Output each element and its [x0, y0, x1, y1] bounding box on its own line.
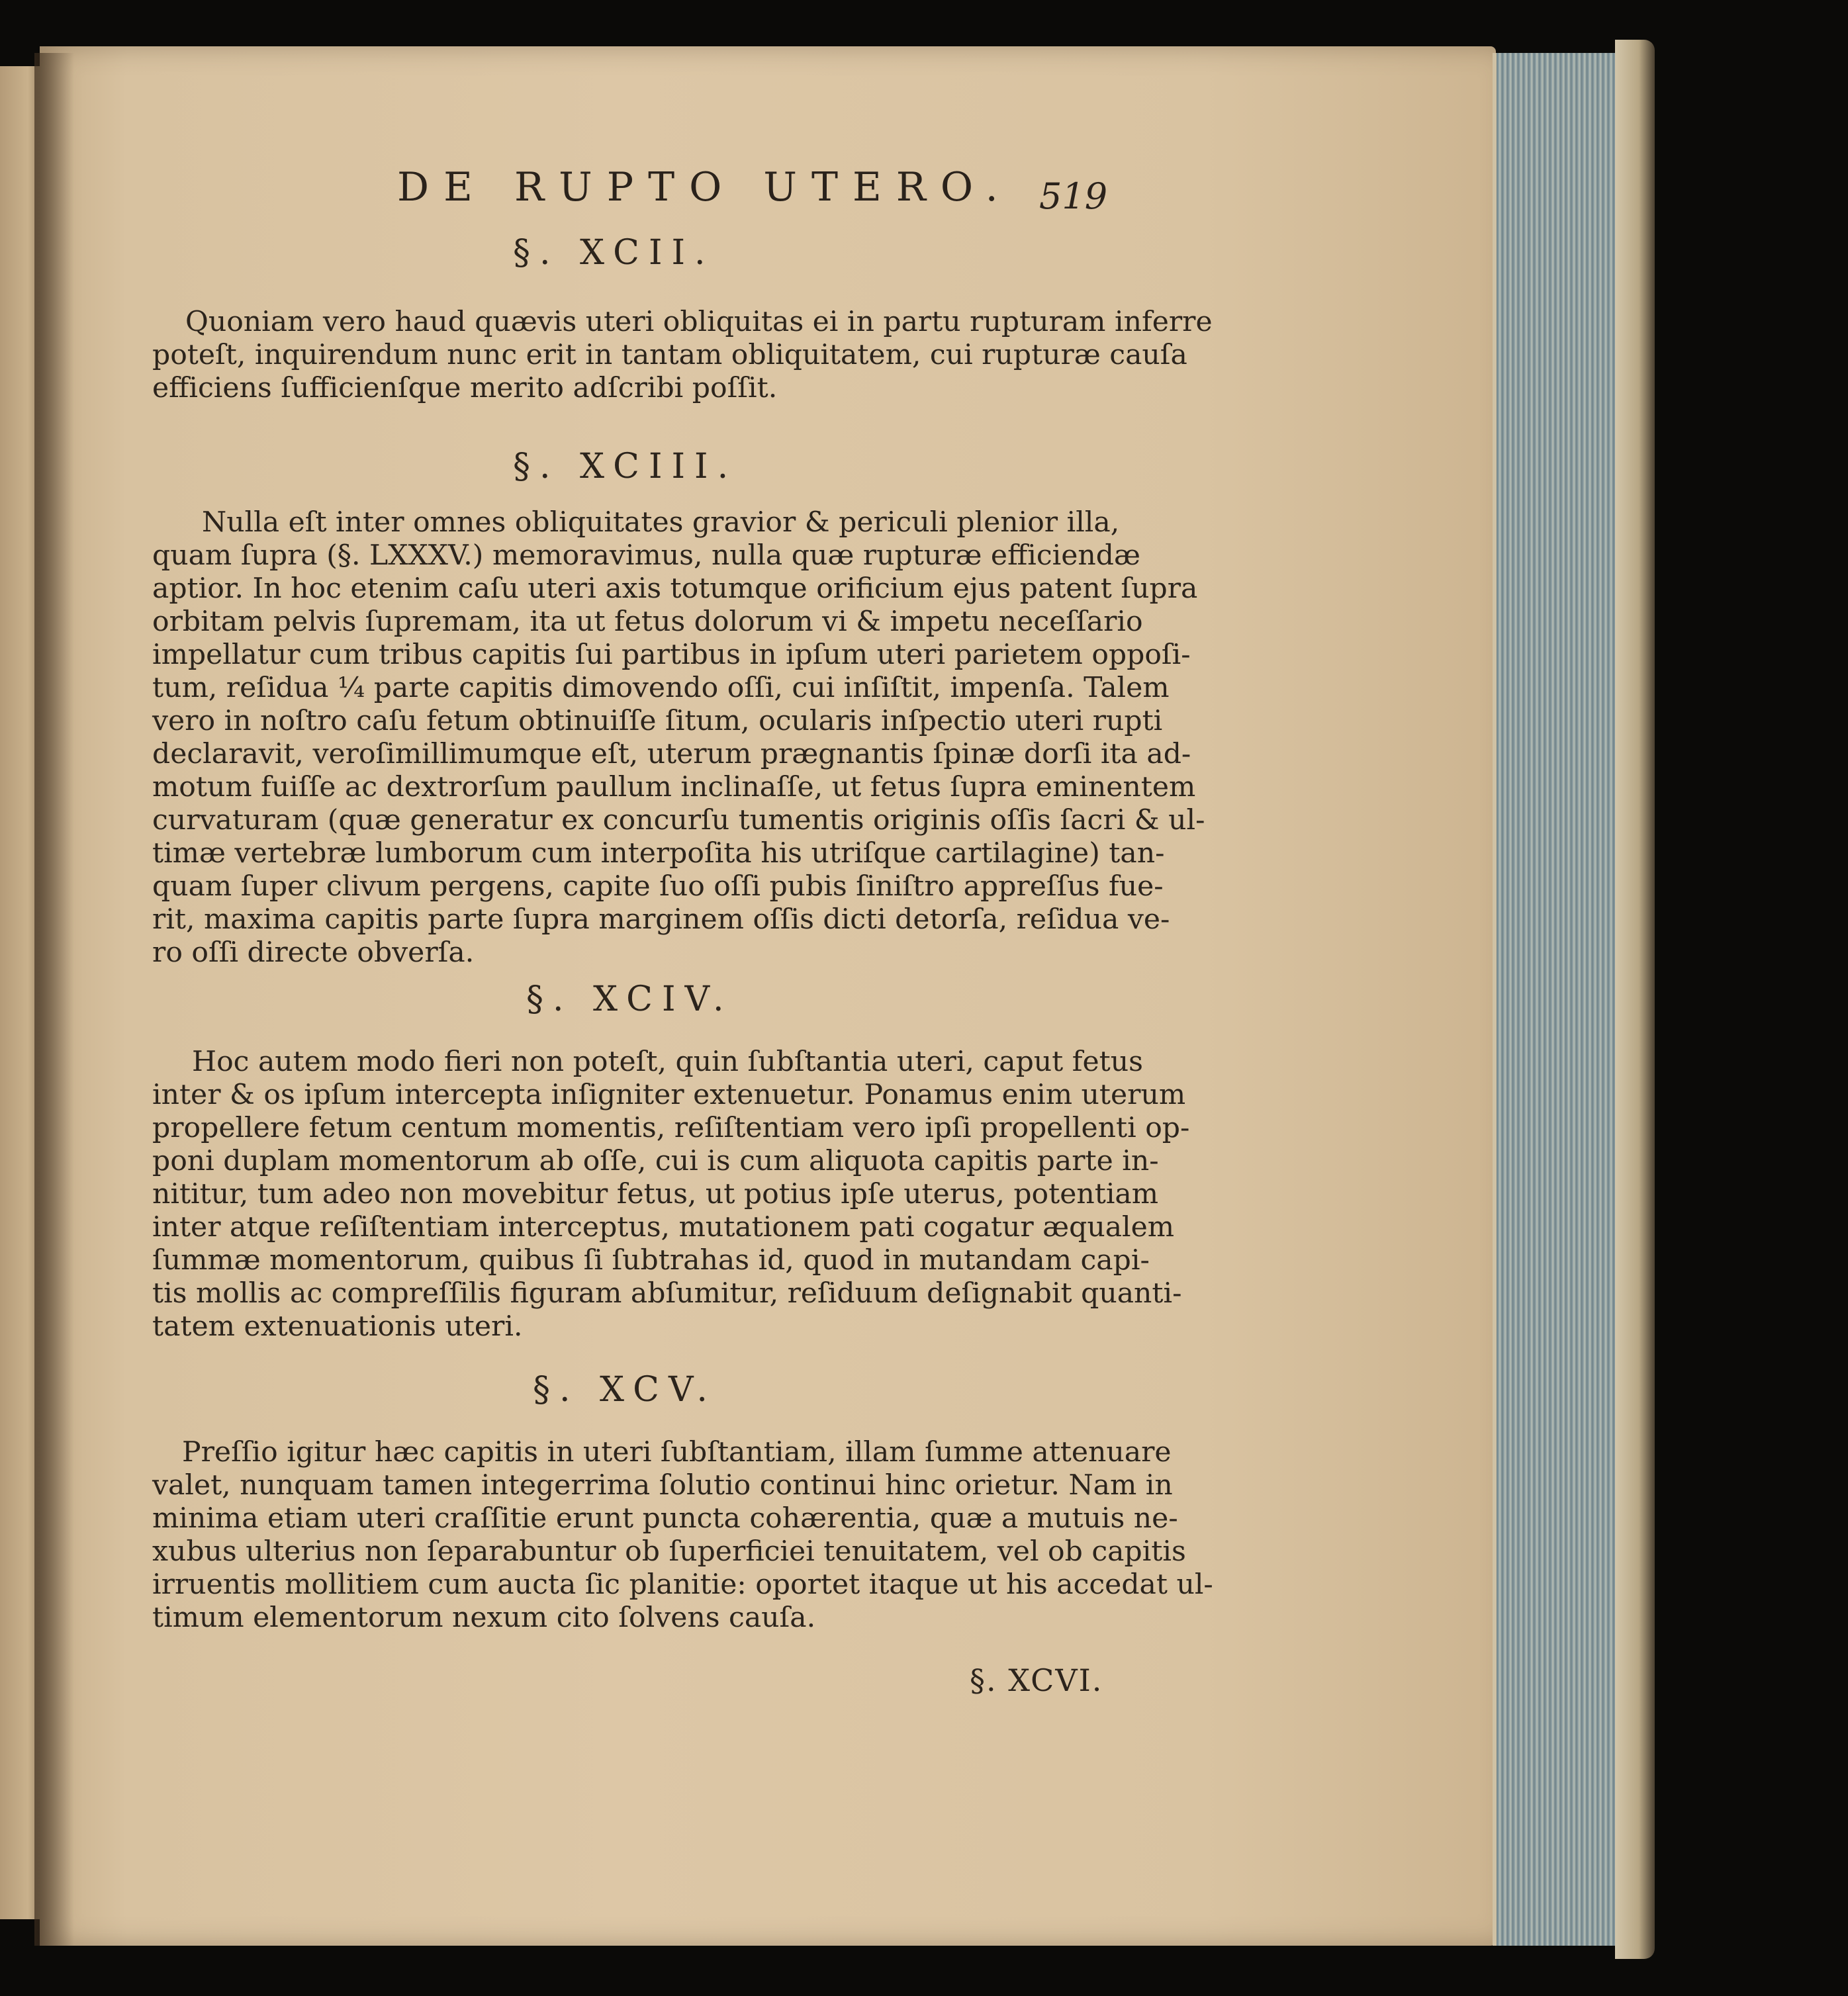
text-line: Quoniam vero haud quævis uteri obliquitas ei in partu rupturam inferre [185, 306, 1213, 338]
text-line: efficiens ſufficienſque merito adſcribi poſſit. [152, 372, 778, 404]
text-line: Preſſio igitur hæc capitis in uteri ſubſtantiam, illam ſumme attenuare [182, 1436, 1172, 1469]
text-line: poteſt, inquirendum nunc erit in tantam obliquitatem, cui rupturæ cauſa [152, 339, 1187, 371]
section-heading: §. XCIII. [513, 447, 738, 486]
gutter-shadow [34, 53, 74, 1946]
text-line: vero in noſtro caſu fetum obtinuiſſe ſitum, ocularis inſpectio uteri rupti [152, 705, 1163, 737]
text-line: impellatur cum tribus capitis ſui partibus in ipſum uteri parietem oppoſi- [152, 639, 1191, 671]
text-line: tis mollis ac compreſſilis figuram abſumitur, reſiduum deſignabit quanti- [152, 1277, 1182, 1310]
text-line: quam ſuper clivum pergens, capite ſuo oſſi pubis ſiniſtro appreſſus fue- [152, 870, 1164, 903]
text-line: ro oſſi directe obverſa. [152, 936, 475, 969]
text-line: timum elementorum nexum cito ſolvens cauſa. [152, 1602, 816, 1634]
book-cover-edge [1615, 40, 1655, 1959]
running-title: DE RUPTO UTERO. [397, 164, 1013, 210]
text-line: tatem extenuationis uteri. [152, 1310, 523, 1343]
text-line: timæ vertebræ lumborum cum interpoſita his utriſque cartilagine) tan- [152, 837, 1165, 870]
text-line: declaravit, veroſimillimumque eſt, uterum prægnantis ſpinæ dorſi ita ad- [152, 738, 1191, 770]
text-line: Nulla eſt inter omnes obliquitates gravior & periculi plenior illa, [202, 506, 1120, 539]
text-line: irruentis mollitiem cum aucta ſic planitie: oportet itaque ut his accedat ul- [152, 1568, 1213, 1601]
text-line: propellere fetum centum momentis, reſiſtentiam vero ipſi propellenti op- [152, 1112, 1190, 1144]
text-line: inter atque reſiſtentiam interceptus, mutationem pati cogatur æqualem [152, 1211, 1175, 1244]
section-heading: §. XCV. [533, 1370, 717, 1410]
text-line: aptior. In hoc etenim caſu uteri axis totumque orificium ejus patent ſupra [152, 572, 1198, 605]
text-line: Hoc autem modo fieri non poteſt, quin ſubſtantia uteri, caput fetus [192, 1046, 1143, 1078]
text-line: ſummæ momentorum, quibus ſi ſubtrahas id, quod in mutandam capi- [152, 1244, 1150, 1277]
text-line: tum, reſidua ¼ parte capitis dimovendo oſſi, cui inſiſtit, impenſa. Talem [152, 672, 1170, 704]
text-line: xubus ulterius non ſeparabuntur ob ſuperficiei tenuitatem, vel ob capitis [152, 1535, 1186, 1568]
text-line: poni duplam momentorum ab oſſe, cui is cum aliquota capitis parte in- [152, 1145, 1159, 1177]
section-paragraph [152, 506, 1205, 970]
text-line: inter & os ipſum intercepta inſigniter extenuetur. Ponamus enim uterum [152, 1079, 1186, 1111]
section-paragraph [152, 1436, 1213, 1635]
section-paragraph [152, 306, 1213, 405]
section-paragraph [152, 1046, 1190, 1343]
text-line: curvaturam (quæ generatur ex concurſu tumentis originis oſſis ſacri & ul- [152, 804, 1205, 837]
text-line: motum fuiſſe ac dextrorſum paullum inclinaſſe, ut fetus ſupra eminentem [152, 771, 1196, 803]
text-line: valet, nunquam tamen integerrima ſolutio continui hinc orietur. Nam in [152, 1469, 1173, 1502]
text-line: rit, maxima capitis parte ſupra marginem oſſis dicti detorſa, reſidua ve- [152, 903, 1170, 936]
page-block-fore-edge [1493, 53, 1636, 1946]
catchword: §. XCVI. [970, 1662, 1103, 1698]
section-heading: §. XCIV. [526, 979, 733, 1019]
text-line: nititur, tum adeo non movebitur fetus, ut potius ipſe uterus, potentiam [152, 1178, 1159, 1210]
page-number: 519 [1039, 175, 1108, 217]
text-line: quam ſupra (§. LXXXV.) memoravimus, nulla quæ rupturæ efficiendæ [152, 539, 1140, 572]
text-line: minima etiam uteri craſſitie erunt puncta cohærentia, quæ a mutuis ne- [152, 1502, 1178, 1535]
text-line: orbitam pelvis ſupremam, ita ut fetus dolorum vi & impetu neceſſario [152, 606, 1143, 638]
section-heading: §. XCII. [513, 233, 715, 273]
